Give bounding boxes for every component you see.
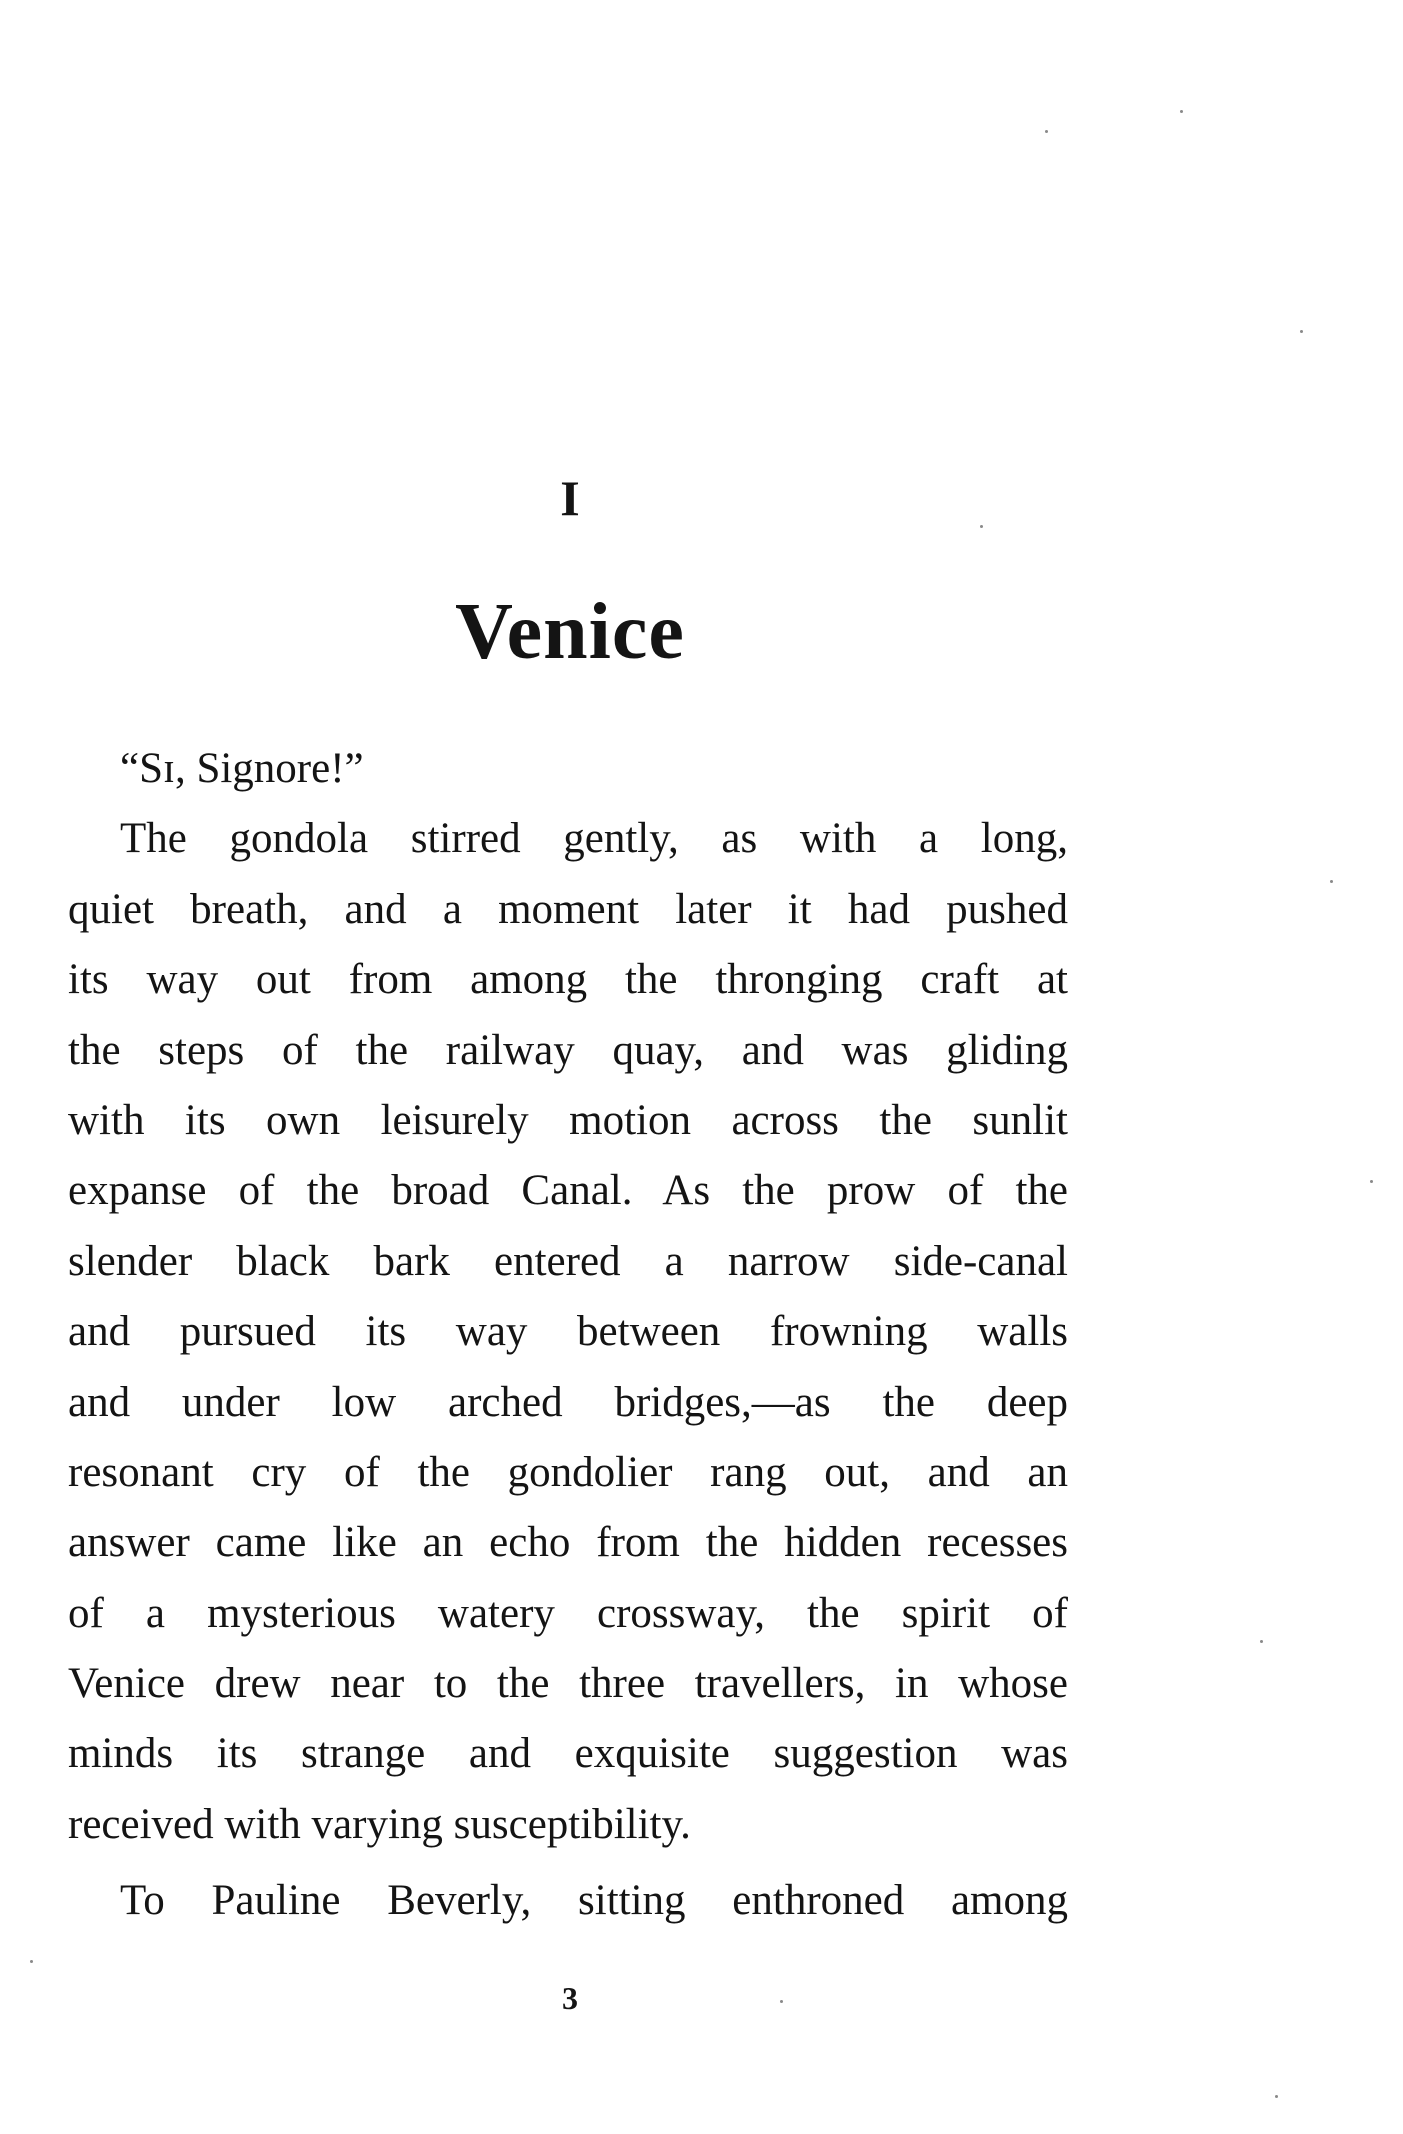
text-line: minds its strange and exquisite suggestion was [68,1730,1068,1778]
chapter-number: I [560,470,580,526]
text-line: quiet breath, and a moment later it had pushed [68,885,1068,933]
text-line: and under low arched bridges,—as the deep [68,1378,1068,1426]
text-line: answer came like an echo from the hidden recesses [68,1519,1068,1567]
text-line: with its own leisurely motion across the sunlit [68,1096,1068,1144]
scan-speck [1275,2095,1278,2098]
scan-speck [1300,330,1303,333]
body-text [68,734,1068,1937]
text-line: To Pauline Beverly, sitting enthroned among [120,1877,1068,1925]
page-number: 3 [562,1980,578,2016]
scan-speck [30,1960,33,1963]
text-line: “Sɪ, Signore!” [120,745,364,792]
scan-speck [1045,130,1048,133]
scan-speck [980,525,983,528]
text-line: slender black bark entered a narrow side-canal [68,1237,1068,1285]
text-line: of a mysterious watery crossway, the spirit of [68,1589,1068,1637]
text-line: resonant cry of the gondolier rang out, and an [68,1448,1068,1496]
text-line: the steps of the railway quay, and was gliding [68,1026,1068,1074]
scan-speck [1330,880,1333,883]
scan-speck [780,2000,783,2003]
scan-speck [1260,1640,1263,1643]
text-line: expanse of the broad Canal. As the prow of the [68,1167,1068,1215]
text-line: Venice drew near to the three travellers, in whose [68,1660,1068,1708]
scan-speck [1180,110,1183,113]
text-line: The gondola stirred gently, as with a long, [120,815,1068,863]
text-line: received with varying susceptibility. [68,1800,691,1848]
scan-speck [1370,1180,1373,1183]
chapter-title: Venice [455,588,685,676]
text-line: and pursued its way between frowning walls [68,1308,1068,1356]
text-line: its way out from among the thronging craft at [68,956,1068,1004]
